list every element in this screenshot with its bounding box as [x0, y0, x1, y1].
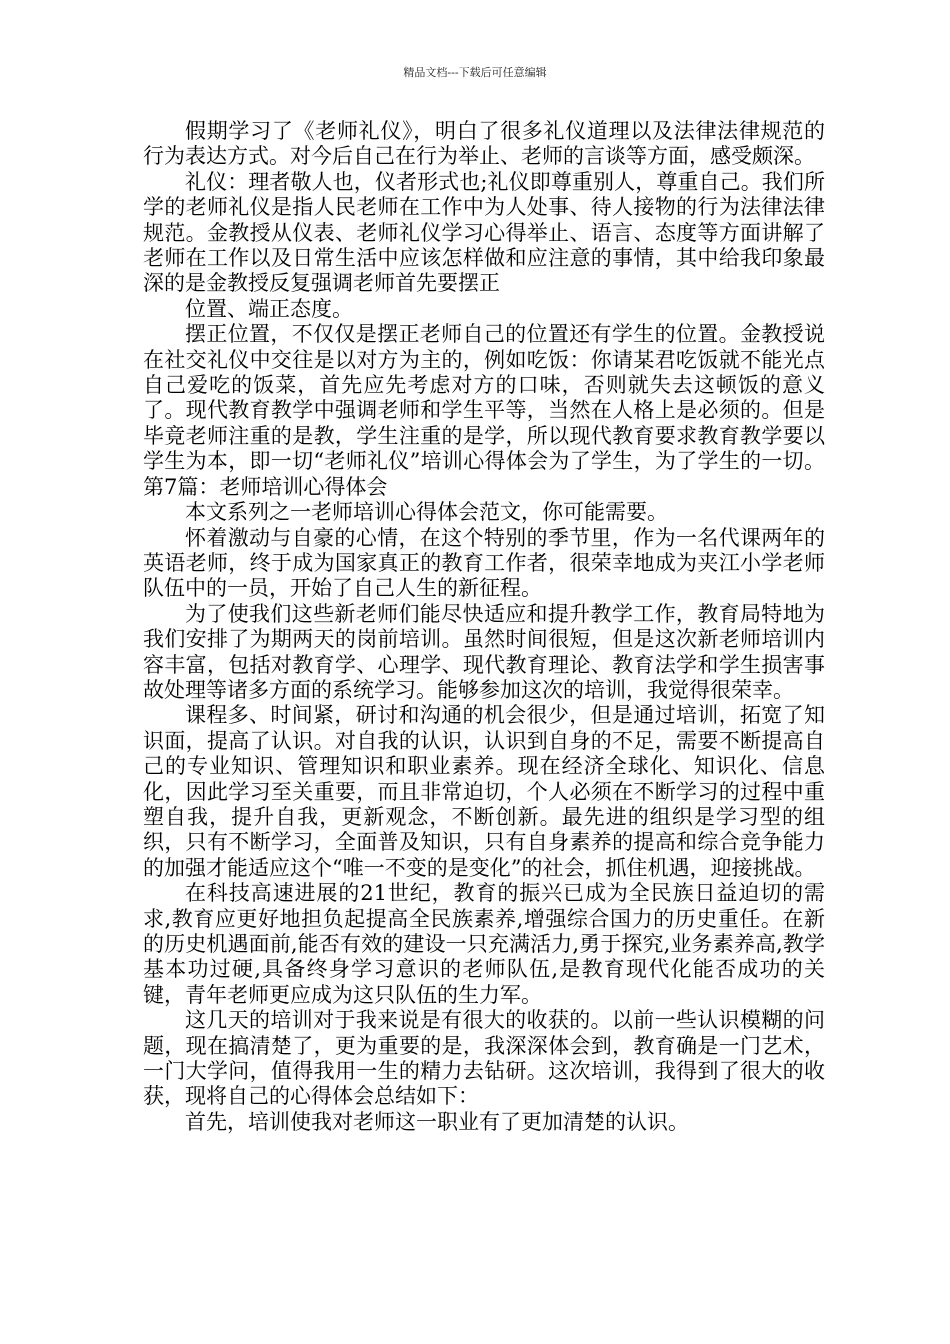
paragraph-first-point: 首先，培训使我对老师这一职业有了更加清楚的认识。: [185, 1109, 689, 1134]
page-header: 精品文档---下载后可任意编辑: [403, 66, 547, 79]
paragraph-intro: 假期学习了《老师礼仪》，明白了很多礼仪道理以及法律法律规范的行为表达方式。对今后自己在行为举止、老师的言谈等方面，感受颇深。: [143, 119, 825, 169]
paragraph-new-teacher: 怀着激动与自豪的心情，在这个特别的季节里，作为一名代课两年的英语老师，终于成为国家真正的教育工作者，很荣幸地成为夹江小学老师队伍中的一员，开始了自己人生的新征程。: [143, 525, 825, 601]
paragraph-position-attitude: 位置、端正态度。: [185, 296, 353, 321]
paragraph-course-reflection: 课程多、时间紧，研讨和沟通的机会很少，但是通过培训，拓宽了知识面，提高了认识。对自我的认识，认识到自身的不足，需要不断提高自己的专业知识、管理知识和职业素养。现在经济全球化、知识化、信息化，因此学习至关重要，而且非常迫切，个人必须在不断学习的过程中重塑自我，提升自我，更新观念，不断创新。最先进的组织是学习型的组织，只有不断学习，全面普及知识，只有自身素养的提高和综合竞争能力的加强才能适应这个“唯一不变的是变化”的社会，抓住机遇，迎接挑战。: [143, 703, 825, 880]
paragraph-position-correction: 摆正位置，不仅仅是摆正老师自己的位置还有学生的位置。金教授说在社交礼仪中交往是以对方为主的，例如吃饭：你请某君吃饭就不能光点自己爱吃的饭菜，首先应先考虑对方的口味，否则就失去这顿饭的意义了。现代教育教学中强调老师和学生平等，当然在人格上是必须的。但是毕竟老师注重的是教，学生注重的是学，所以现代教育要求教育教学要以学生为本，即一切“老师礼仪”培训心得体会为了学生，为了学生的一切。第7篇：老师培训心得体会: [143, 322, 825, 499]
paragraph-series-note: 本文系列之一老师培训心得体会范文，你可能需要。: [185, 500, 668, 525]
paragraph-education-century: 在科技高速进展的21世纪，教育的振兴已成为全民族日益迫切的需求,教育应更好地担负起提高全民族素养,增强综合国力的历史重任。在新的历史机遇面前,能否有效的建设一只充满活力,勇于探究,业务素养高,教学基本功过硬,具备终身学习意识的老师队伍,是教育现代化能否成功的关键，青年老师更应成为这只队伍的生力军。: [143, 881, 825, 1007]
paragraph-training-arrangement: 为了使我们这些新老师们能尽快适应和提升教学工作，教育局特地为我们安排了为期两天的岗前培训。虽然时间很短，但是这次新老师培训内容丰富，包括对教育学、心理学、现代教育理论、教育法学和学生损害事故处理等诸多方面的系统学习。能够参加这次的培训，我觉得很荣幸。: [143, 601, 825, 702]
paragraph-training-gains: 这几天的培训对于我来说是有很大的收获的。以前一些认识模糊的问题，现在搞清楚了，更为重要的是，我深深体会到，教育确是一门艺术，一门大学问，值得我用一生的精力去钻研。这次培训，我得到了很大的收获，现将自己的心得体会总结如下：: [143, 1008, 825, 1109]
paragraph-etiquette-definition: 礼仪：理者敬人也，仪者形式也;礼仪即尊重别人，尊重自己。我们所学的老师礼仪是指人民老师在工作中为人处事、待人接物的行为法律法律规范。金教授从仪表、老师礼仪学习心得举止、语言、态度等方面讲解了老师在工作以及日常生活中应该怎样做和应注意的事情，其中给我印象最深的是金教授反复强调老师首先要摆正: [143, 169, 825, 296]
document-body: [143, 119, 825, 1135]
